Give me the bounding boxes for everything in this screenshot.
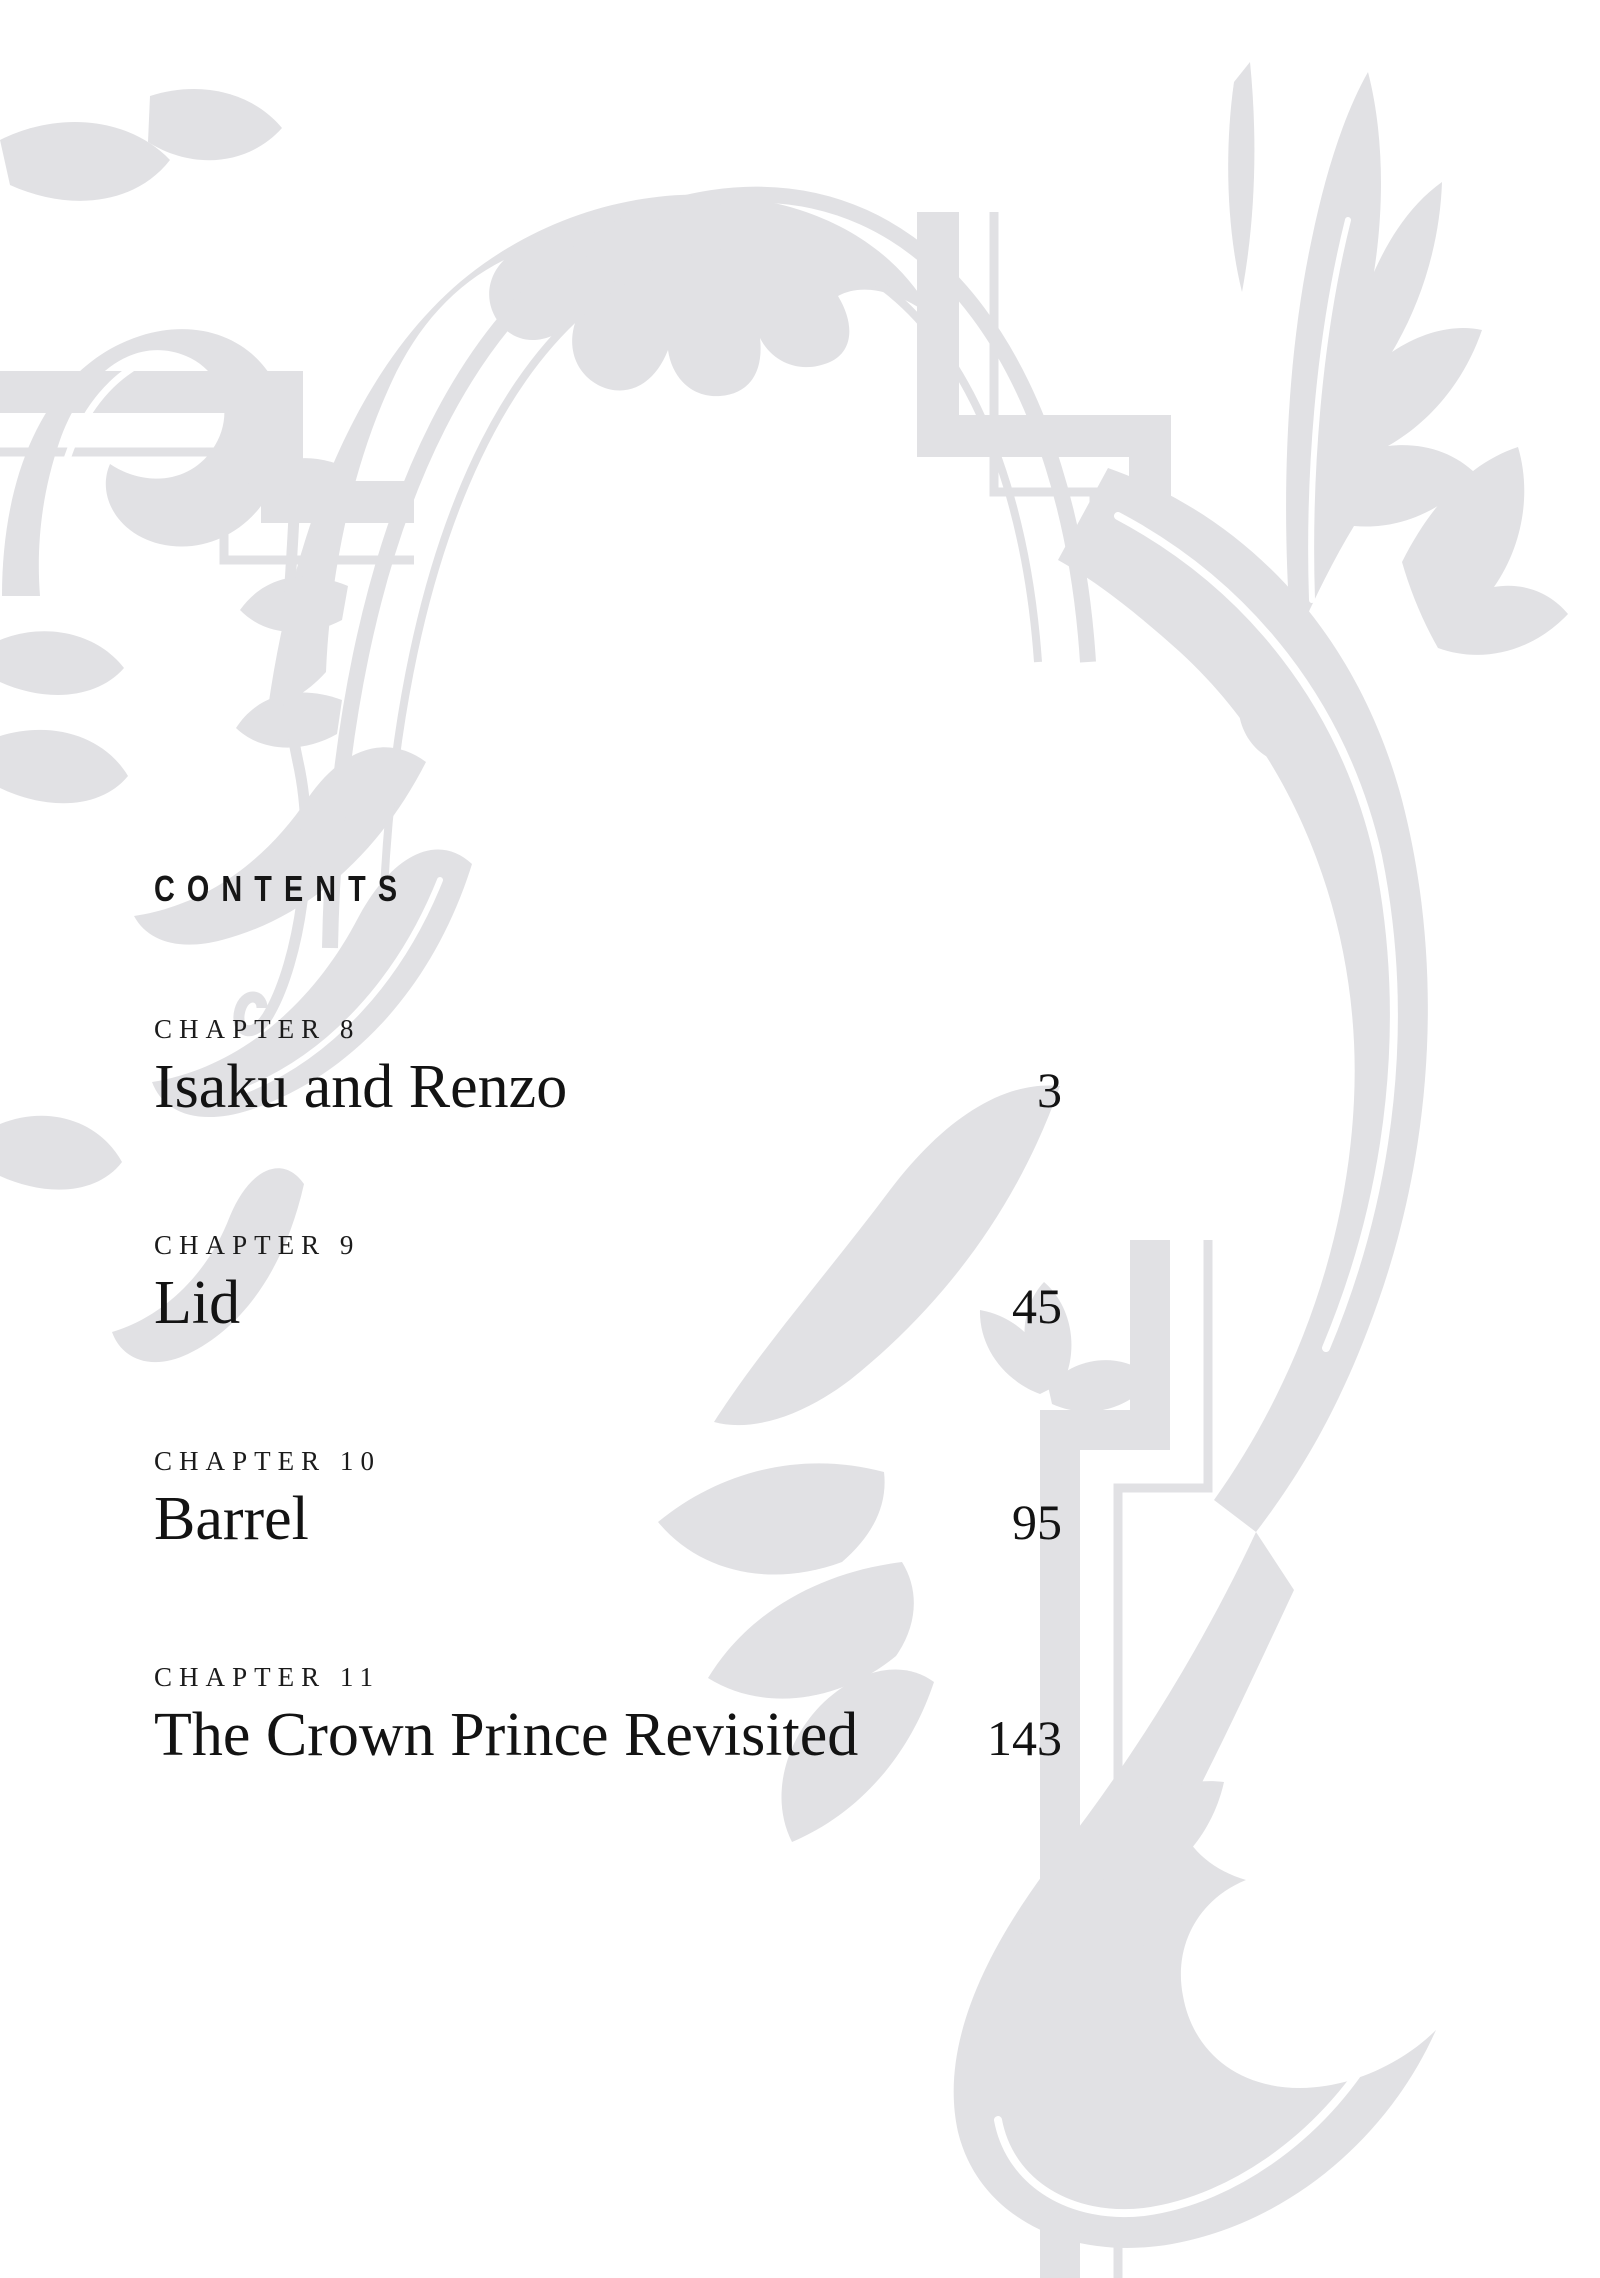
toc-entry-chapter-10[interactable] — [154, 1446, 1062, 1552]
toc-entry-chapter-9[interactable] — [154, 1230, 1062, 1336]
chapter-label: CHAPTER 8 — [154, 1014, 361, 1044]
toc-entry-chapter-11[interactable] — [154, 1662, 1062, 1768]
table-of-contents — [154, 868, 1062, 1878]
toc-entry-chapter-8[interactable] — [154, 1014, 1062, 1120]
chapter-title: Lid — [154, 1269, 241, 1338]
entry-row — [154, 1055, 1062, 1120]
page-number: 95 — [1012, 1494, 1062, 1551]
page-number: 143 — [987, 1710, 1062, 1767]
entry-row — [154, 1703, 1062, 1768]
chapter-title: The Crown Prince Revisited — [154, 1701, 859, 1770]
chapter-label: CHAPTER 10 — [154, 1446, 381, 1477]
chapter-title: Isaku and Renzo — [154, 1053, 568, 1121]
chapter-title: Barrel — [154, 1485, 309, 1554]
page-number: 3 — [1037, 1062, 1062, 1118]
contents-title: CONTENTS — [154, 868, 410, 909]
entry-row — [154, 1271, 1062, 1336]
chapter-label: CHAPTER 9 — [154, 1230, 361, 1261]
entry-row — [154, 1487, 1062, 1552]
chapter-label: CHAPTER 11 — [154, 1662, 380, 1693]
page-number: 45 — [1012, 1278, 1062, 1335]
